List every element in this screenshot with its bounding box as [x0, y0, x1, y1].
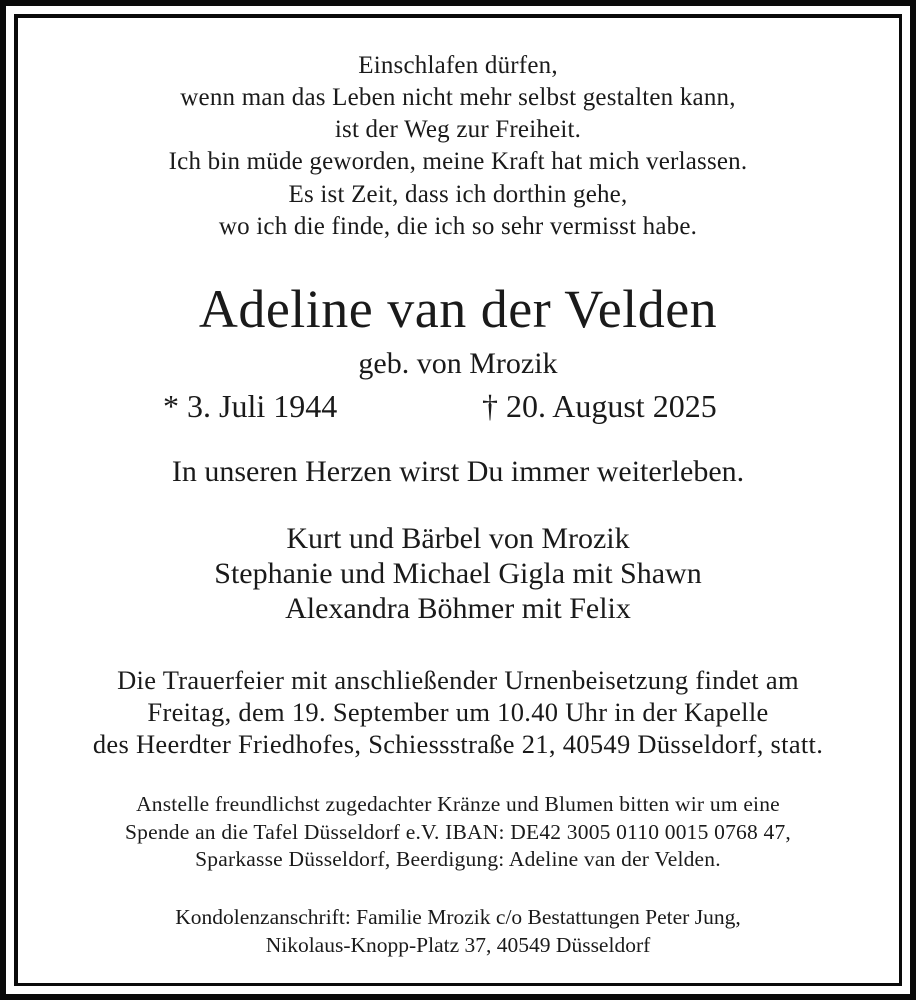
death-date: † 20. August 2025	[482, 388, 717, 424]
birth-date: * 3. Juli 1944	[163, 388, 338, 424]
family-line: Kurt und Bärbel von Mrozik	[286, 522, 630, 555]
donation-line: Sparkasse Düsseldorf, Beerdigung: Adeline van der Velden.	[195, 847, 721, 871]
ceremony-line: Freitag, dem 19. September um 10.40 Uhr in der Kapelle	[147, 697, 769, 727]
motto: In unseren Herzen wirst Du immer weiterleben.	[171, 455, 745, 488]
poem-line: wenn man das Leben nicht mehr selbst gestalten kann,	[180, 84, 736, 111]
poem-line: wo ich die finde, die ich so sehr vermisst habe.	[218, 213, 698, 240]
ceremony-line: des Heerdter Friedhofes, Schiessstraße 21, 40549 Düsseldorf, statt.	[92, 729, 824, 759]
condolence-line: Kondolenzanschrift: Familie Mrozik c/o Bestattungen Peter Jung,	[175, 905, 741, 929]
ceremony-line: Die Trauerfeier mit anschließender Urnenbeisetzung findet am	[117, 665, 799, 695]
deceased-name: Adeline van der Velden	[198, 279, 718, 339]
donation-line: Anstelle freundlichst zugedachter Kränze und Blumen bitten wir um eine	[136, 792, 780, 816]
poem-line: Es ist Zeit, dass ich dorthin gehe,	[288, 181, 628, 208]
condolence-line: Nikolaus-Knopp-Platz 37, 40549 Düsseldorf	[265, 933, 651, 957]
poem-line: ist der Weg zur Freiheit.	[334, 116, 582, 143]
maiden-name: geb. von Mrozik	[358, 347, 558, 380]
life-dates	[0, 388, 916, 428]
poem-line: Ich bin müde geworden, meine Kraft hat mich verlassen.	[168, 148, 748, 175]
family-line: Stephanie und Michael Gigla mit Shawn	[214, 557, 702, 590]
family-line: Alexandra Böhmer mit Felix	[285, 592, 631, 625]
poem-line: Einschlafen dürfen,	[358, 52, 558, 79]
donation-line: Spende an die Tafel Düsseldorf e.V. IBAN: DE42 3005 0110 0015 0768 47,	[125, 820, 791, 844]
